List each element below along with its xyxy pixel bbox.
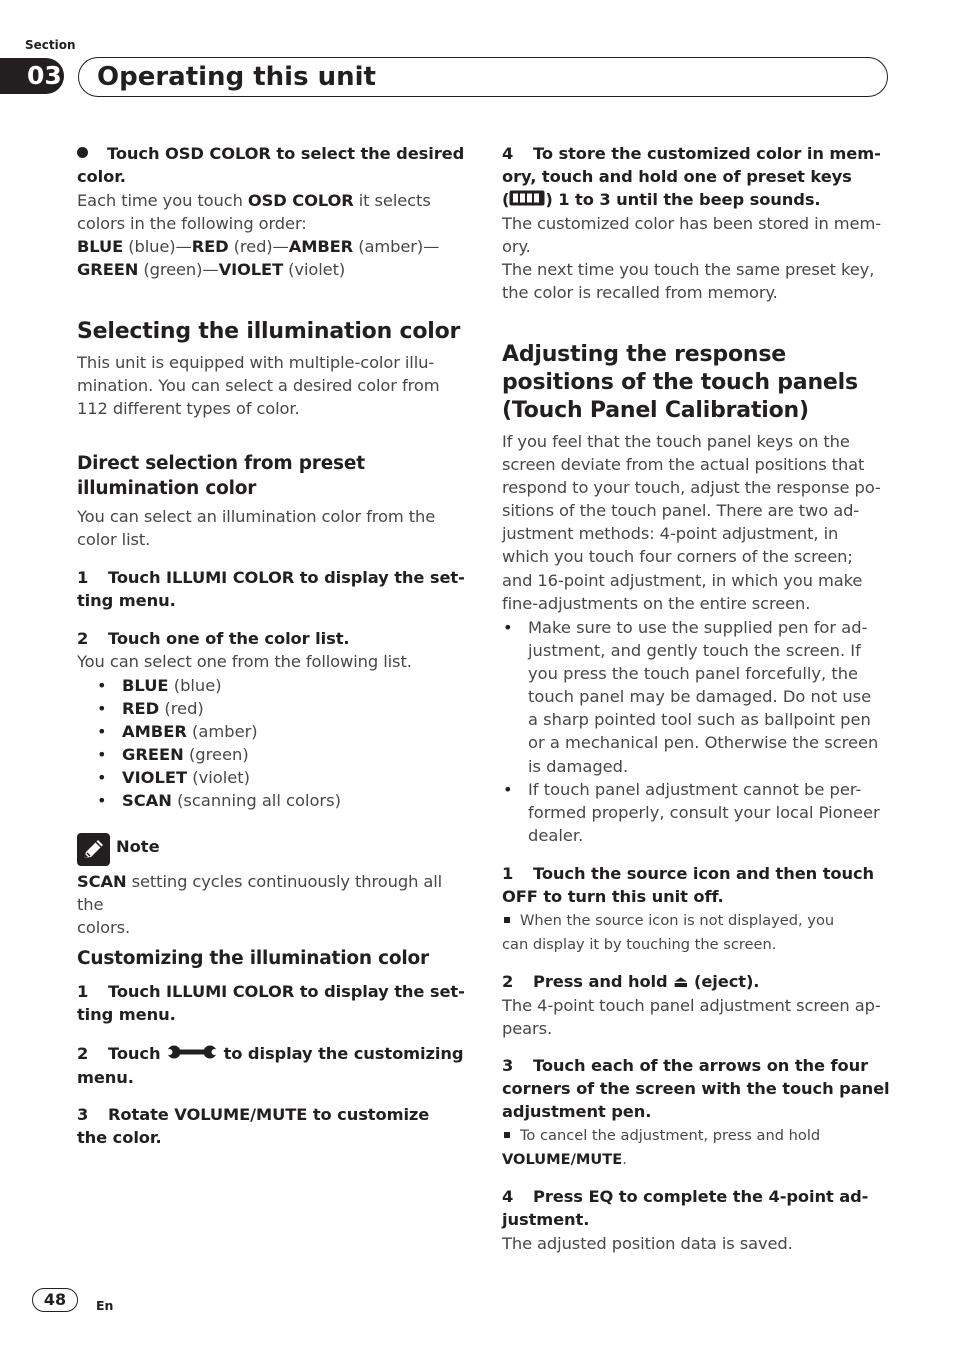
preset-keys-icon bbox=[509, 189, 545, 212]
direct-selection-body: You can select an illumination color from the color list. bbox=[77, 507, 436, 550]
calibration-step-2: 2 Press and hold ⏏ (eject). bbox=[502, 972, 760, 991]
note-body: SCAN setting cycles continuously through all the colors. bbox=[77, 872, 443, 938]
note-label: Note bbox=[116, 837, 160, 856]
list-item: • VIOLET (violet) bbox=[77, 766, 467, 789]
section-number-badge: 03 bbox=[0, 58, 64, 94]
direct-step-1: 1 Touch ILLUMI COLOR to display the set- ting menu. bbox=[77, 568, 465, 611]
list-item: • If touch panel adjustment cannot be per- formed properly, consult your local Pioneer dealer. bbox=[502, 778, 892, 847]
bullet-dot-icon bbox=[77, 147, 88, 158]
calibration-body: If you feel that the touch panel keys on the screen deviate from the actual positions that respond to your touch, adjust the response po- sitions of the touch panel. There are two ad- justment methods: 4-point adjustment, in which you touch four corners of the screen; and 16-point adjustment, in which you make fine-adjustments on the entire screen. bbox=[502, 432, 881, 613]
eject-icon: ⏏ bbox=[673, 972, 689, 991]
customizing-heading: Customizing the illumination color bbox=[77, 948, 429, 969]
note-pencil-icon bbox=[77, 833, 110, 866]
store-color-step-4: 4 To store the customized color in mem- ory, touch and hold one of preset keys ( ) 1 to 3 until the beep sounds. bbox=[502, 142, 892, 212]
calibration-step-3: 3 Touch each of the arrows on the four corners of the screen with the touch panel adjustment pen. bbox=[502, 1056, 890, 1122]
note-header bbox=[77, 833, 467, 867]
osd-color-step: Touch OSD COLOR to select the desired color. bbox=[77, 144, 465, 187]
list-item: • RED (red) bbox=[77, 697, 467, 720]
selecting-illumination-body: This unit is equipped with multiple-color illu- mination. You can select a desired color from 112 different types of color. bbox=[77, 353, 440, 419]
custom-step-1: 1 Touch ILLUMI COLOR to display the set- ting menu. bbox=[77, 982, 465, 1025]
list-item: • AMBER (amber) bbox=[77, 720, 467, 743]
language-label: En bbox=[96, 1298, 114, 1313]
calibration-step-2-body: The 4-point touch panel adjustment screen ap- pears. bbox=[502, 996, 881, 1039]
calibration-step-3-note: To cancel the adjustment, press and hold VOLUME/MUTE. bbox=[502, 1127, 821, 1168]
direct-selection-heading: Direct selection from preset illumination color bbox=[77, 453, 365, 499]
list-item: • SCAN (scanning all colors) bbox=[77, 789, 467, 812]
calibration-step-4-body: The adjusted position data is saved. bbox=[502, 1234, 793, 1253]
list-item: • Make sure to use the supplied pen for ad- justment, and gently touch the screen. If you press the touch panel forcefully, the touch panel may be damaged. Do not use a sharp pointed tool such as ballpoint pen or a mechanical pen. Otherwise the screen is damaged. bbox=[502, 616, 892, 778]
page-title: Operating this unit bbox=[97, 62, 376, 92]
color-list bbox=[77, 674, 467, 813]
osd-color-body: Each time you touch OSD COLOR it selects colors in the following order: BLUE (blue)—RED (red)—AMBER (amber)— GREEN (green)—VIOLET (violet) bbox=[77, 191, 440, 280]
wrench-icon bbox=[166, 1043, 218, 1066]
list-item: • BLUE (blue) bbox=[77, 674, 467, 697]
note-square-icon bbox=[504, 1132, 510, 1138]
section-label: Section bbox=[25, 38, 76, 52]
note-square-icon bbox=[504, 917, 510, 923]
page-number: 48 bbox=[32, 1288, 78, 1312]
custom-step-3: 3 Rotate VOLUME/MUTE to customize the color. bbox=[77, 1105, 430, 1148]
calibration-heading: Adjusting the response positions of the touch panels (Touch Panel Calibration) bbox=[502, 342, 858, 423]
custom-step-2: 2 Touch to display the customizing menu. bbox=[77, 1044, 464, 1088]
selecting-illumination-heading: Selecting the illumination color bbox=[77, 319, 461, 344]
direct-step-2-body: You can select one from the following list. bbox=[77, 652, 412, 671]
calibration-bullets bbox=[502, 616, 892, 847]
store-color-body: The customized color has been stored in mem- ory. The next time you touch the same preset key, the color is recalled from memory. bbox=[502, 214, 882, 303]
direct-step-2: 2 Touch one of the color list. bbox=[77, 629, 350, 648]
list-item: • GREEN (green) bbox=[77, 743, 467, 766]
calibration-step-4: 4 Press EQ to complete the 4-point ad- justment. bbox=[502, 1187, 869, 1230]
calibration-step-1-note: When the source icon is not displayed, you can display it by touching the screen. bbox=[502, 912, 835, 953]
calibration-step-1: 1 Touch the source icon and then touch OFF to turn this unit off. bbox=[502, 864, 875, 907]
